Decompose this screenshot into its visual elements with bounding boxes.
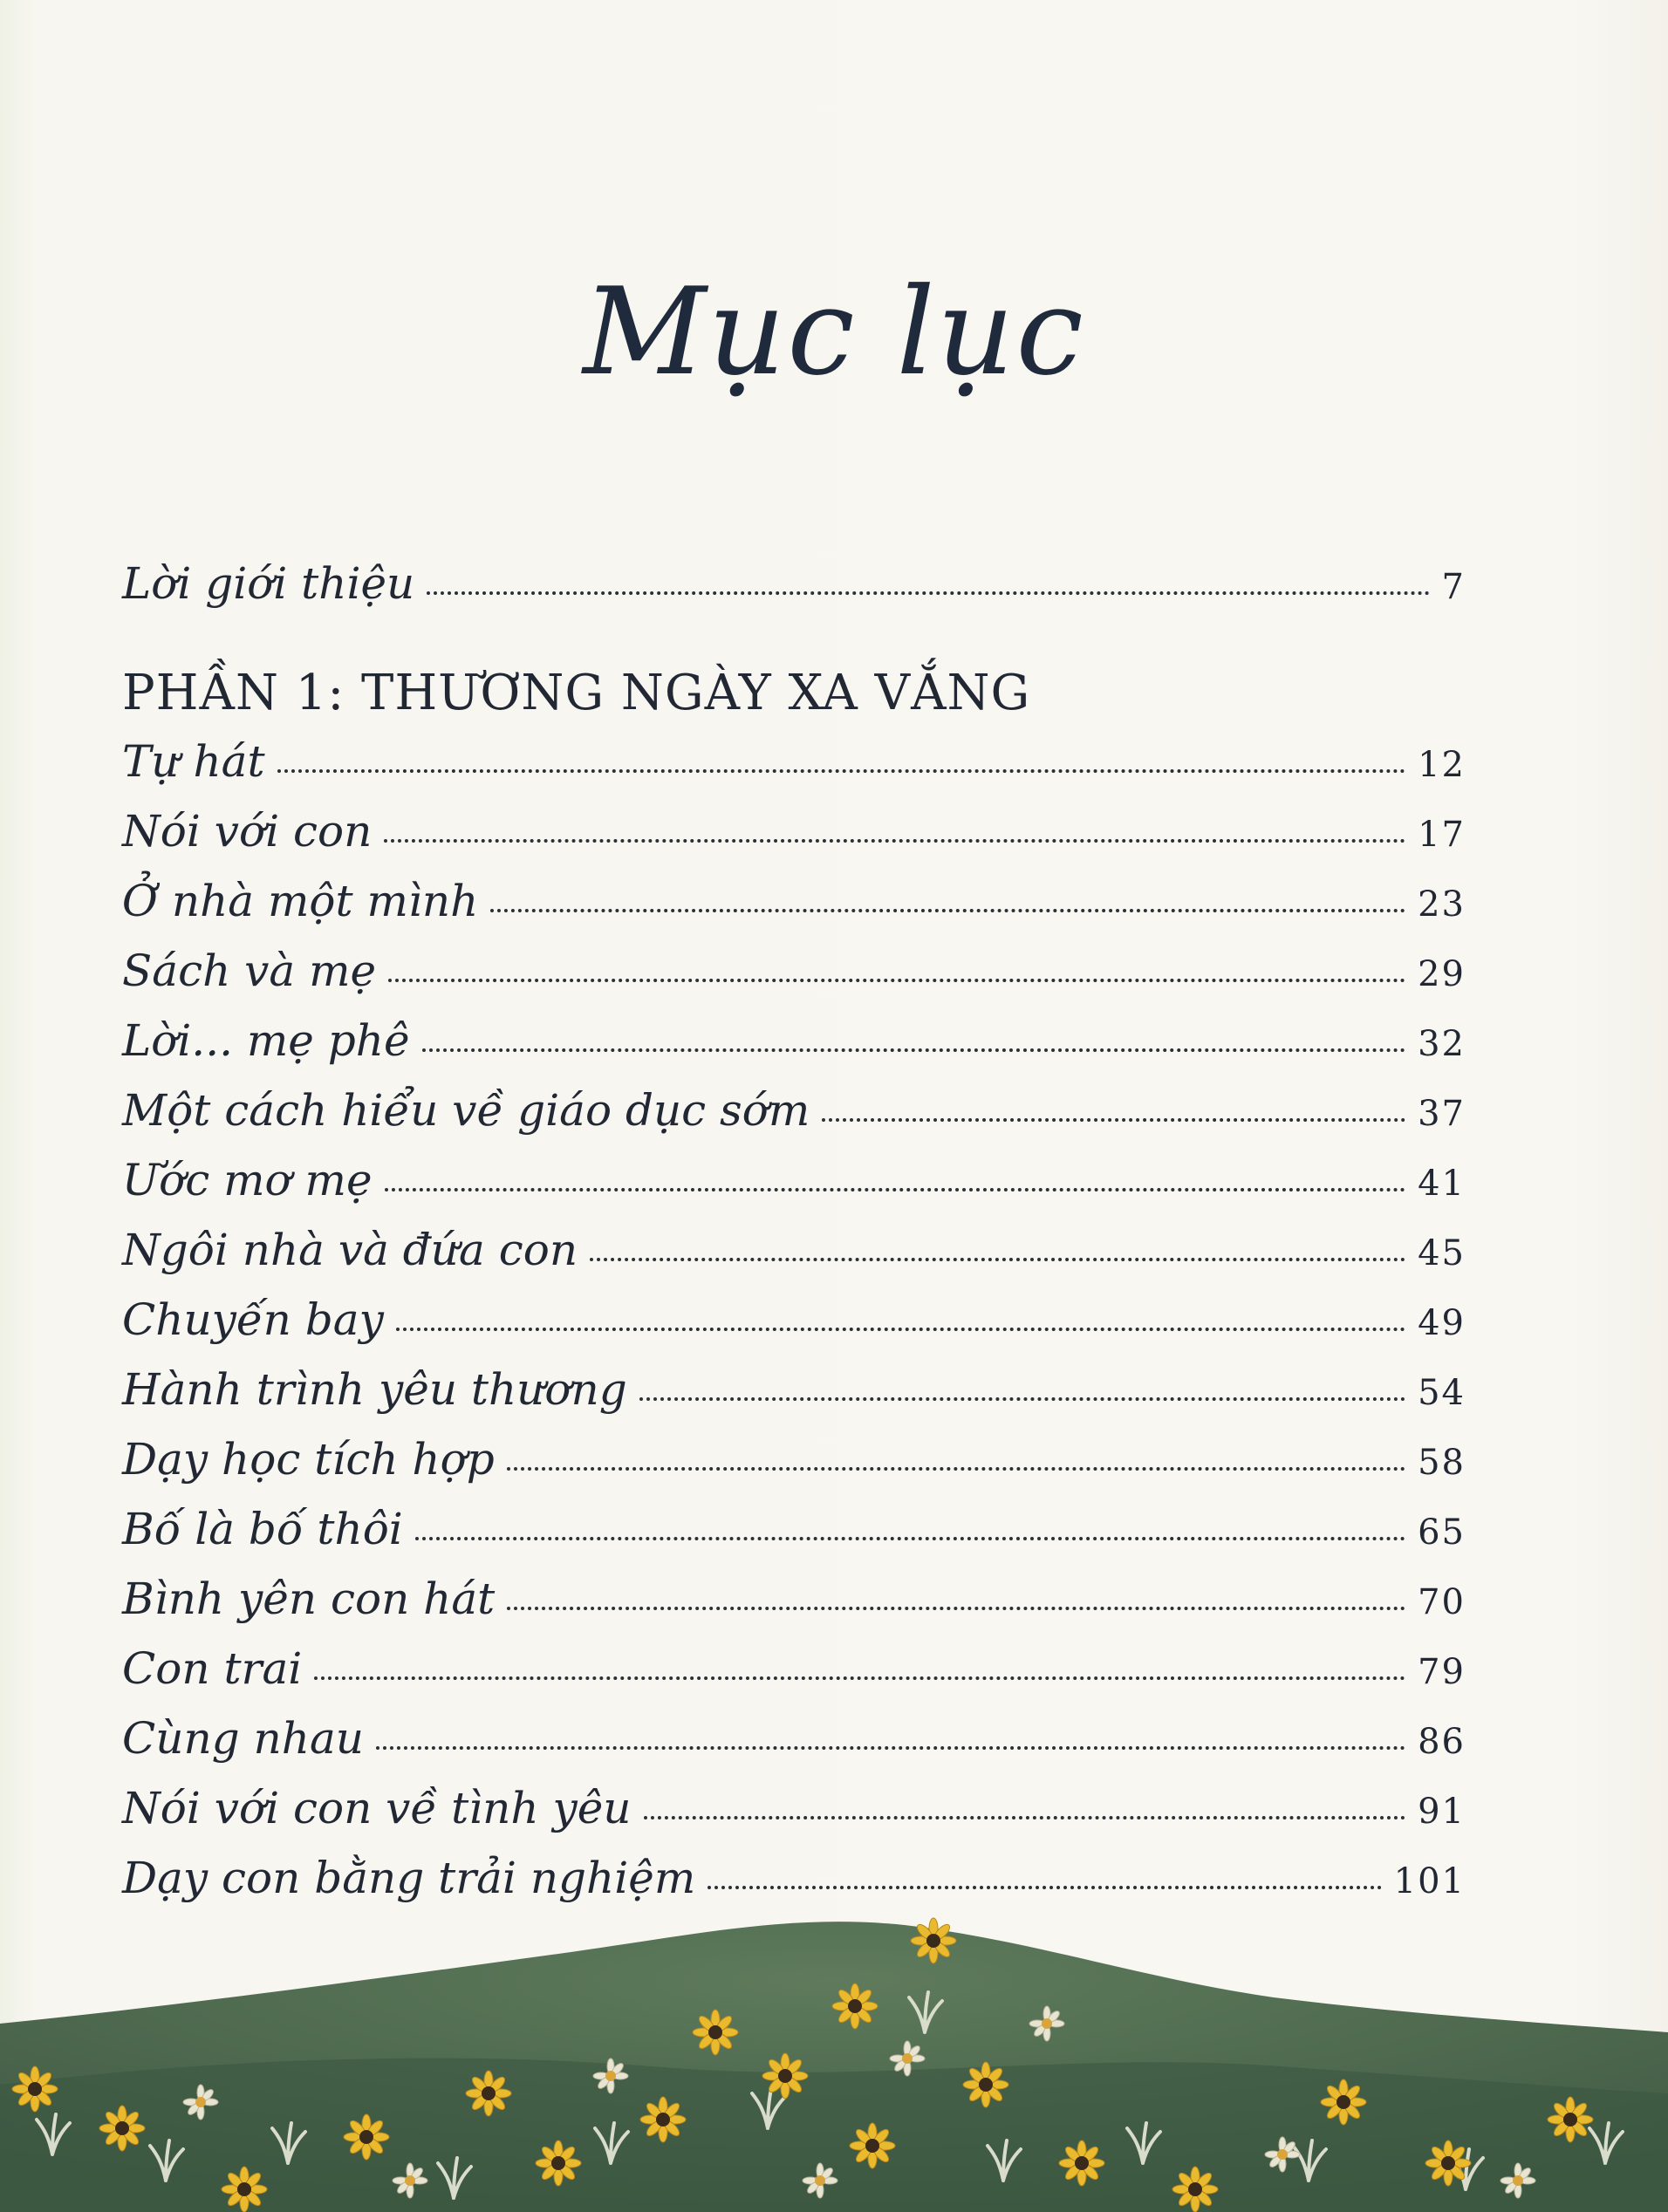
toc-entry-page: 58 <box>1418 1443 1466 1483</box>
toc-entry-page: 49 <box>1418 1303 1466 1343</box>
toc-entry-label: Dạy con bằng trải nghiệm <box>122 1853 696 1903</box>
toc-entry-label: Chuyến bay <box>122 1294 384 1345</box>
dot-leader <box>507 1607 1405 1610</box>
dot-leader <box>388 979 1405 982</box>
flower-hill-illustration <box>0 1901 1668 2212</box>
toc-entry[interactable] <box>122 1015 1466 1085</box>
toc-entry[interactable] <box>122 1294 1466 1364</box>
toc-entry-page: 7 <box>1441 567 1466 607</box>
dot-leader <box>644 1816 1406 1819</box>
toc-entry-label: Ngôi nhà và đứa con <box>122 1225 578 1275</box>
toc-entry-page: 65 <box>1418 1512 1466 1553</box>
toc-entry-page: 29 <box>1418 954 1466 994</box>
toc-entry[interactable] <box>122 1783 1466 1853</box>
toc-entry[interactable] <box>122 1504 1466 1574</box>
dot-leader <box>708 1886 1381 1889</box>
dot-leader <box>277 769 1406 773</box>
toc-entry[interactable] <box>122 1085 1466 1155</box>
toc-entry-page: 91 <box>1418 1792 1466 1832</box>
toc-entry-page: 17 <box>1418 815 1466 855</box>
toc-entry[interactable] <box>122 1713 1466 1783</box>
toc-entry[interactable] <box>122 1574 1466 1643</box>
toc-entry[interactable] <box>122 1225 1466 1294</box>
toc-entry-label: Lời giới thiệu <box>122 558 415 609</box>
dot-leader <box>385 1188 1406 1191</box>
toc-entry-page: 32 <box>1418 1024 1466 1064</box>
toc-entry-label: Sách và mẹ <box>122 946 377 996</box>
toc-entry-label: Tự hát <box>122 736 265 787</box>
dot-leader <box>422 1048 1406 1052</box>
toc-entry[interactable] <box>122 558 1466 628</box>
section-heading: PHẦN 1: THƯƠNG NGÀY XA VẮNG <box>122 664 1031 721</box>
toc-entry-label: Con trai <box>122 1643 303 1694</box>
dot-leader <box>822 1118 1405 1122</box>
toc-entry[interactable] <box>122 1434 1466 1504</box>
dot-leader <box>415 1537 1405 1540</box>
toc-entry[interactable] <box>122 946 1466 1015</box>
dot-leader <box>384 839 1405 843</box>
toc-entry-page: 70 <box>1418 1582 1466 1622</box>
toc-entry[interactable] <box>122 876 1466 946</box>
toc-entry[interactable] <box>122 1364 1466 1434</box>
toc-entry[interactable] <box>122 806 1466 876</box>
dot-leader <box>396 1328 1405 1331</box>
toc-entry-page: 86 <box>1418 1722 1466 1762</box>
toc-entry-page: 101 <box>1393 1861 1466 1901</box>
toc-entry-label: Nói với con <box>122 806 373 857</box>
dot-leader <box>376 1746 1405 1750</box>
page-title: Mục lục <box>583 262 1085 402</box>
dot-leader <box>490 909 1405 912</box>
dot-leader <box>639 1397 1405 1401</box>
dot-leader <box>427 591 1429 595</box>
toc-entry-label: Một cách hiểu về giáo dục sớm <box>122 1085 810 1136</box>
toc-entry-label: Ước mơ mẹ <box>122 1155 373 1205</box>
dot-leader <box>507 1467 1405 1471</box>
toc-entry[interactable] <box>122 1155 1466 1225</box>
toc-entry-label: Nói với con về tình yêu <box>122 1783 632 1833</box>
toc-entry-page: 41 <box>1418 1164 1466 1204</box>
toc-entry-label: Cùng nhau <box>122 1713 364 1764</box>
toc-entry-page: 37 <box>1418 1094 1466 1134</box>
toc-entry-label: Ở nhà một mình <box>122 876 479 926</box>
table-of-contents <box>122 558 1466 1922</box>
toc-entry-label: Bố là bố thôi <box>122 1504 403 1554</box>
toc-entry-label: Hành trình yêu thương <box>122 1364 627 1415</box>
toc-entry-page: 12 <box>1418 745 1466 785</box>
toc-entry-label: Dạy học tích hợp <box>122 1434 495 1485</box>
toc-entry-page: 45 <box>1418 1233 1466 1273</box>
dot-leader <box>590 1258 1405 1261</box>
toc-entry-page: 23 <box>1418 884 1466 925</box>
toc-entry-page: 54 <box>1418 1373 1466 1413</box>
dot-leader <box>314 1676 1405 1680</box>
toc-entry-page: 79 <box>1418 1652 1466 1692</box>
toc-entry[interactable] <box>122 736 1466 806</box>
toc-entry-label: Bình yên con hát <box>122 1574 496 1624</box>
toc-entry[interactable] <box>122 1643 1466 1713</box>
toc-entry-label: Lời... mẹ phê <box>122 1015 410 1066</box>
